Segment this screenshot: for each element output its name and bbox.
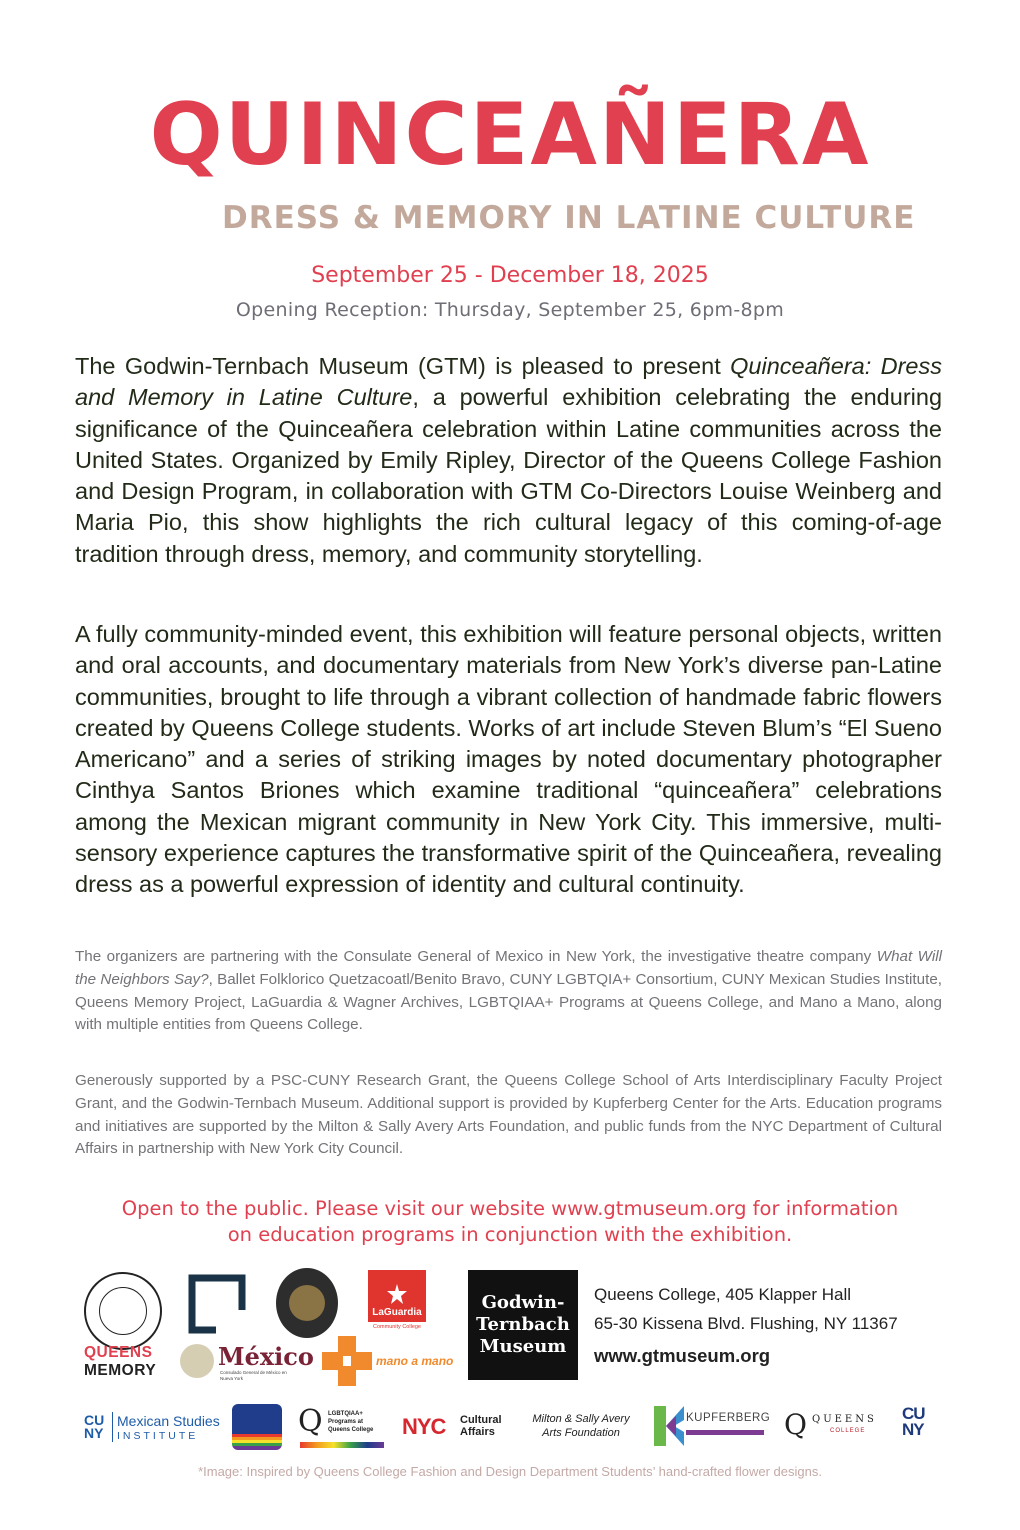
- mano-a-mano-icon: [318, 1334, 376, 1388]
- mexico-emblem-icon: [180, 1344, 214, 1378]
- cuny-lgbtqia-consortium-logo: [232, 1404, 282, 1450]
- queens-memory-line2: MEMORY: [84, 1362, 157, 1379]
- exhibition-subtitle: DRESS & MEMORY IN LATINE CULTURE: [222, 200, 916, 236]
- mexico-sublabel: Consulado General de México en Nueva York: [220, 1370, 287, 1381]
- partners-text-b: , Ballet Folklorico Quetzacoatl/Benito Bravo, CUNY LGBTQIA+ Consortium, CUNY Mexican Studies Institute, Queens Memory Project, LaGuardia & Wagner Archives, LGBTQIAA+ Programs at Queens College, and Mano a Mano, along with multiple entities from Queens College.: [75, 970, 942, 1034]
- cta-line-2: on education programs in conjunction with the exhibition.: [227, 1223, 793, 1246]
- queens-college-sublabel: COLLEGE: [830, 1428, 866, 1434]
- mano-a-mano-label: mano a mano: [376, 1354, 454, 1368]
- cuny-msi-mark-icon: CU NY: [84, 1412, 105, 1441]
- neighbors-say-logo: [180, 1270, 258, 1346]
- cuny-msi-line2: INSTITUTE: [117, 1430, 199, 1442]
- kupferberg-k-icon: [654, 1406, 684, 1446]
- gtm-museum-logo: [468, 1270, 578, 1380]
- queens-college-label: QUEENS: [812, 1414, 877, 1425]
- nyc-council-seal-logo: [84, 1272, 162, 1350]
- mano-a-mano-logo: [318, 1334, 456, 1388]
- partners-paragraph: [75, 946, 942, 1037]
- queens-college-q-icon: Q: [784, 1408, 807, 1441]
- laguardia-label: LaGuardia: [372, 1307, 422, 1318]
- gtm-logo-line2: Ternbach: [476, 1314, 570, 1335]
- museum-address: [594, 1280, 898, 1338]
- partners-text-a: The organizers are partnering with the Consulate General of Mexico in New York, the investigative theatre company: [75, 948, 877, 965]
- mexico-consulate-logo: [180, 1342, 314, 1384]
- gtm-logo-line3: Museum: [479, 1336, 567, 1357]
- queens-college-logo: [784, 1408, 886, 1444]
- intro-text-a: The Godwin-Ternbach Museum (GTM) is pleased to present: [75, 353, 731, 379]
- address-line-2: 65-30 Kissena Blvd. Flushing, NY 11367: [594, 1314, 898, 1333]
- avery-foundation-logo: [522, 1412, 640, 1440]
- star-icon: [386, 1283, 408, 1305]
- gtm-logo-line1: Godwin-: [481, 1292, 565, 1313]
- avery-line1: Milton & Sally Avery: [532, 1413, 630, 1425]
- queens-memory-line1: QUEENS: [84, 1344, 153, 1361]
- qc-q-icon: Q: [298, 1404, 323, 1439]
- partners-italic: What Will the Neighbors Say?: [75, 948, 943, 988]
- exhibition-title: QUINCEAÑERA: [149, 85, 871, 185]
- intro-title-italic: Quinceañera: Dress and Memory in Latine Culture: [75, 353, 942, 411]
- mexico-label: México: [218, 1342, 314, 1371]
- laguardia-sublabel: Community College: [373, 1324, 421, 1330]
- intro-paragraph: [75, 351, 942, 570]
- ballet-folklorico-logo: [276, 1268, 338, 1338]
- avery-line2: Arts Foundation: [542, 1427, 620, 1439]
- qc-lgbtq-label: LGBTQIAA+ Programs at Queens College: [328, 1411, 374, 1433]
- description-paragraph: A fully community-minded event, this exhibition will feature personal objects, written and oral accounts, and documentary materials from New York’s diverse pan-Latine communities, brought to life through a vibrant collection of handmade fabric flowers created by Queens College students. Works of art include Steven Blum’s “El Sueno Americano” and a series of striking images by noted documentary photographer Cinthya Santos Briones which examine traditional “quinceañera” celebrations among the Mexican migrant community in New York City. This immersive, multi-sensory experience captures the transformative spirit of the Quinceañera, revealing dress as a powerful expression of identity and cultural continuity.: [75, 621, 942, 898]
- nyc-cultural-affairs-logo: [402, 1414, 508, 1442]
- cuny-msi-line1: Mexican Studies: [117, 1413, 220, 1429]
- cuny-logo: CU NY: [902, 1404, 925, 1439]
- laguardia-logo: [368, 1270, 426, 1332]
- intro-text-b: , a powerful exhibition celebrating the enduring significance of the Quinceañera celebration within Latine communities across the United States. Organized by Emily Ripley, Director of the Queens College Fashion and Design Program, in collaboration with GTM Co-Directors Louise Weinberg and Maria Pio, this show highlights the rich cultural legacy of this coming-of-age tradition through dress, memory, and community storytelling.: [75, 384, 943, 567]
- qc-lgbtqiaa-programs-logo: [298, 1404, 388, 1450]
- image-credit-footnote: *Image: Inspired by Queens College Fashion and Design Department Students’ hand-crafted flower designs.: [198, 1464, 822, 1479]
- queens-memory-logo: [84, 1344, 168, 1380]
- support-paragraph: Generously supported by a PSC-CUNY Research Grant, the Queens College School of Arts Interdisciplinary Faculty Project Grant, and the Godwin-Ternbach Museum. Additional support is provided by Kupferberg Center for the Arts. Education programs and initiatives are supported by the Milton & Sally Avery Arts Foundation, and public funds from the NYC Department of Cultural Affairs in partnership with New York City Council.: [75, 1072, 942, 1158]
- exhibition-dates: September 25 - December 18, 2025: [311, 263, 709, 288]
- cultural-affairs-line2: Affairs: [460, 1426, 495, 1438]
- museum-website-link[interactable]: www.gtmuseum.org: [594, 1345, 771, 1366]
- nyc-label: NYC: [402, 1414, 446, 1439]
- cuny-mexican-studies-logo: [84, 1410, 218, 1446]
- kupferberg-logo: [654, 1406, 771, 1446]
- opening-reception: Opening Reception: Thursday, September 25, 6pm-8pm: [235, 299, 785, 321]
- cta-line-1[interactable]: Open to the public. Please visit our website www.gtmuseum.org for information: [121, 1197, 899, 1220]
- address-line-1: Queens College, 405 Klapper Hall: [594, 1285, 852, 1304]
- kupferberg-label: KUPFERBERG: [686, 1412, 771, 1424]
- call-to-action: [0, 1196, 1020, 1248]
- cultural-affairs-line1: Cultural: [460, 1414, 502, 1426]
